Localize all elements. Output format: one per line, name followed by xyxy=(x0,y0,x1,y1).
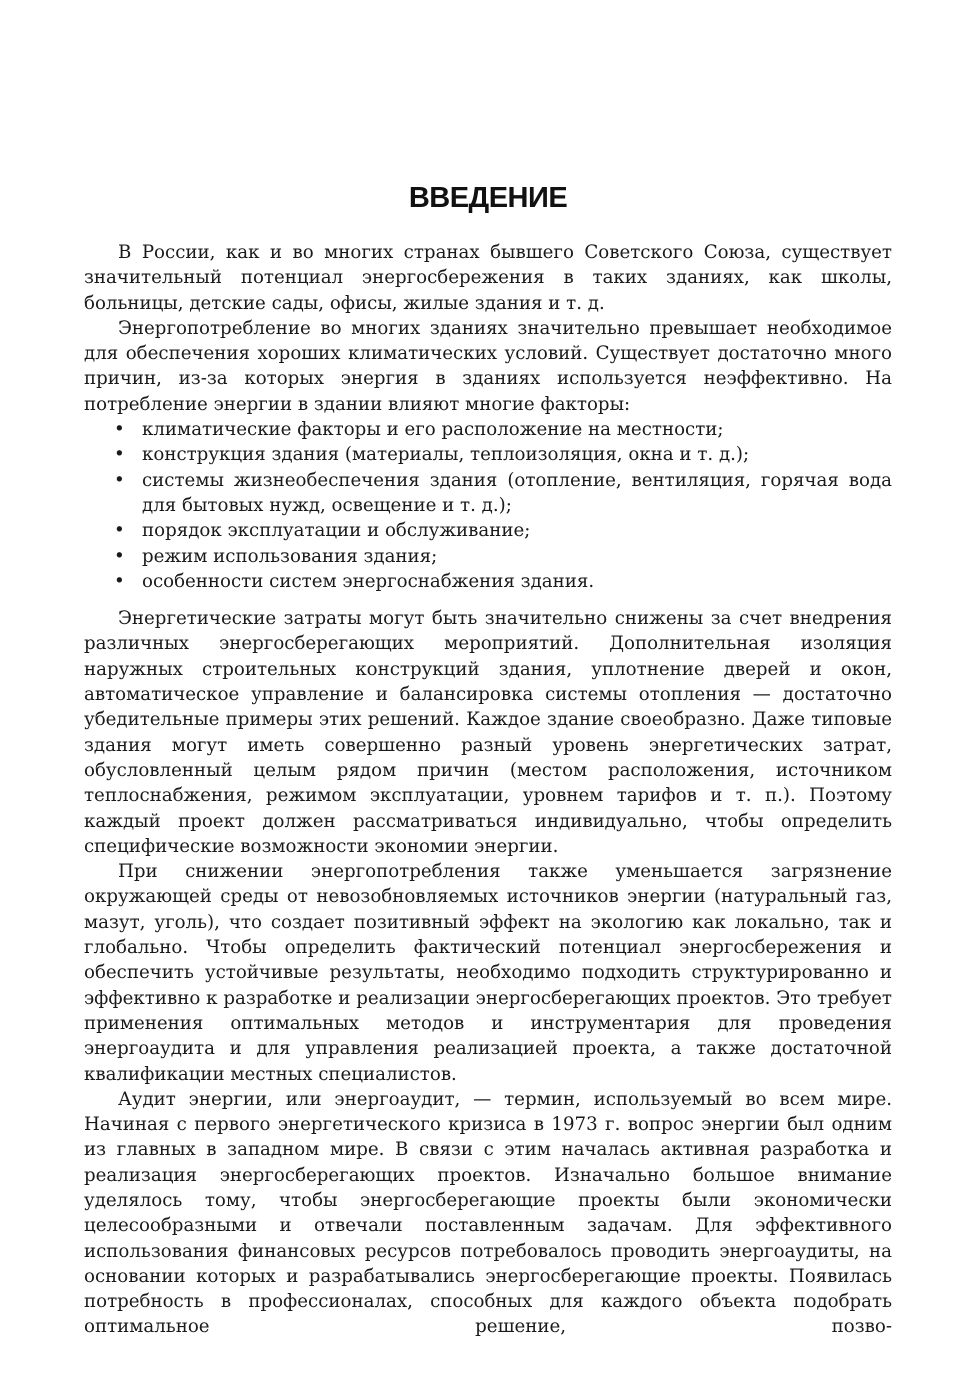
bullet-icon: • xyxy=(114,520,125,542)
list-item xyxy=(84,468,892,519)
bullet-icon: • xyxy=(114,570,125,592)
section-gap xyxy=(84,594,892,606)
list-item-text: режим использования здания; xyxy=(142,545,438,567)
list-item xyxy=(84,442,892,467)
list-item-text: системы жизнеобеспечения здания (отопление, вентиляция, горячая вода для бытовых нужд, освещение и т. д.); xyxy=(142,469,892,516)
paragraph-energy-audit: Аудит энергии, или энергоаудит, — термин, используемый во всем мире. Начиная с первого энергетического кризиса в 1973 г. вопрос энергии был одним из главных в западном мире. В связи с этим началась активная разработка и реализация энергосберегающих проектов. Изначально большое внимание уделялось тому, чтобы энергосберегающие проекты были экономически целесообразными и отвечали поставленным задачам. Для эффективного использования финансовых ресурсов потребовалось проводить энергоаудиты, на основании которых и разрабатывались энергосберегающие проекты. Появилась потребность в профессионалах, способных для каждого объекта подобрать оптимальное решение, позво- xyxy=(84,1088,892,1338)
list-item xyxy=(84,544,892,569)
list-item-text: порядок эксплуатации и обслуживание; xyxy=(142,520,531,542)
bullet-icon: • xyxy=(114,419,125,441)
list-item xyxy=(84,417,892,442)
body-text xyxy=(84,240,892,1340)
bullet-icon: • xyxy=(114,545,125,567)
list-item xyxy=(84,518,892,543)
paragraph-environment: При снижении энергопотребления также уменьшается загрязнение окружающей среды от невозобновляемых источников энергии (натуральный газ, мазут, уголь), что создает позитивный эффект на экологию как локально, так и глобально. Чтобы определить фактический потенциал энергосбережения и обеспечить устойчивые результаты, необходимо подходить структурированно и эффективно к разработке и реализации энергосберегающих проектов. Это требует применения оптимальных методов и инструментария для проведения энергоаудита и для управления реализацией проекта, а также достаточной квалификации местных специалистов. xyxy=(84,861,892,1085)
list-item xyxy=(84,569,892,594)
list-item-text: особенности систем энергоснабжения здания. xyxy=(142,570,595,592)
list-item-text: климатические факторы и его расположение на местности; xyxy=(142,419,724,441)
paragraph-costs: Энергетические затраты могут быть значительно снижены за счет внедрения различных энергосберегающих мероприятий. Дополнительная изоляция наружных строительных конструкций здания, уплотнение дверей и окон, автоматическое управление и балансировка системы отопления — достаточно убедительные примеры этих решений. Каждое здание своеобразно. Даже типовые здания могут иметь совершенно разный уровень энергетических затрат, обусловленный целым рядом причин (местом расположения, источником теплоснабжения, режимом эксплуатации, уровнем тарифов и т. п.). Поэтому каждый проект должен рассматриваться индивидуально, чтобы определить специфические возможности экономии энергии. xyxy=(84,608,892,857)
list-item-text: конструкция здания (материалы, теплоизоляция, окна и т. д.); xyxy=(142,444,750,466)
bullet-icon: • xyxy=(114,444,125,466)
bullet-icon: • xyxy=(114,469,125,491)
paragraph-intro: В России, как и во многих странах бывшего Советского Союза, существует значительный потенциал энергосбережения в таких зданиях, как школы, больницы, детские сады, офисы, жилые здания и т. д. xyxy=(84,242,892,314)
page-title: ВВЕДЕНИЕ xyxy=(408,182,568,214)
paragraph-factors-intro: Энергопотребление во многих зданиях значительно превышает необходимое для обеспечения хороших климатических условий. Существует достаточно много причин, из-за которых энергия в зданиях используется неэффективно. На потребление энергии в здании влияют многие факторы: xyxy=(84,317,892,415)
factors-list xyxy=(84,417,892,594)
